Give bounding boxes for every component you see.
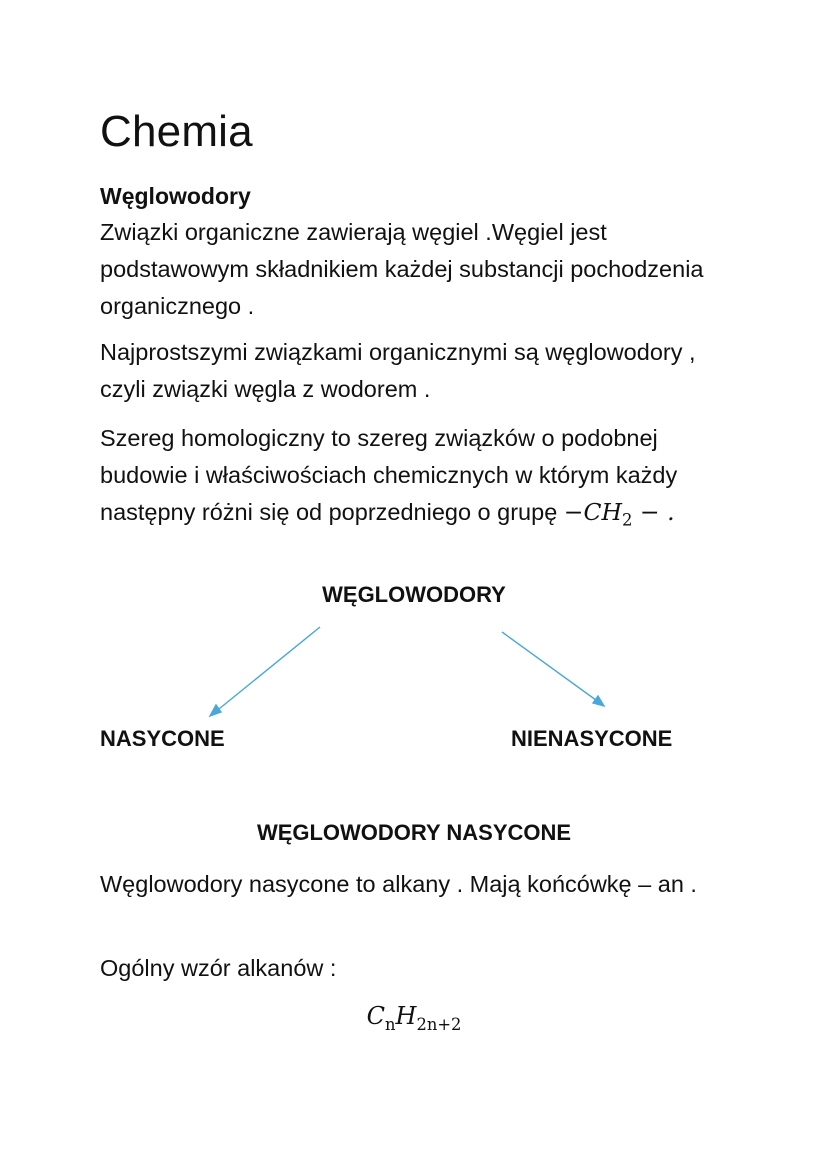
formula-expression xyxy=(366,1002,462,1034)
arrow-right-head xyxy=(593,696,604,706)
ch2-formula-prefix: −CH xyxy=(563,498,622,526)
page-title: Chemia xyxy=(100,107,253,156)
paragraph-homologous-series xyxy=(100,420,740,539)
paragraph-hydrocarbons: Najprostszymi związkami organicznymi są węglowodory , czyli związki węgla z wodorem . xyxy=(100,339,696,402)
arrow-right-line xyxy=(502,632,600,703)
arrow-left-line xyxy=(214,627,320,713)
paragraph-alkanes: Węglowodory nasycone to alkany . Mają końcówkę – an . xyxy=(100,871,697,897)
subsection-heading: WĘGLOWODORY NASYCONE xyxy=(256,820,572,845)
ch2-formula-subscript: 2 xyxy=(621,510,633,530)
section-heading: Węglowodory xyxy=(100,183,251,209)
diagram-left-label: NASYCONE xyxy=(100,726,225,751)
arrow-left-head xyxy=(210,705,221,716)
paragraph-organic-compounds: Związki organiczne zawierają węgiel .Węgiel jest podstawowym składnikiem każdej substancji pochodzenia organicznego . xyxy=(100,219,704,319)
homologous-series-text: Szereg homologiczny to szereg związków o podobnej budowie i właściwościach chemicznych w którym każdy następny różni się od poprzedniego o grupę xyxy=(100,425,678,525)
paragraph-general-formula-label: Ogólny wzór alkanów : xyxy=(100,955,337,981)
formula-carbon: C xyxy=(366,1002,385,1030)
ch2-group-formula xyxy=(563,498,675,530)
ch2-formula-suffix: − . xyxy=(632,498,675,526)
formula-carbon-subscript: n xyxy=(384,1014,396,1034)
formula-hydrogen-subscript: 2n+2 xyxy=(416,1014,462,1034)
formula-hydrogen: H xyxy=(395,1002,417,1030)
general-formula xyxy=(0,996,828,1045)
diagram-right-label: NIENASYCONE xyxy=(511,726,673,751)
diagram-root-label: WĘGLOWODORY xyxy=(322,582,506,607)
